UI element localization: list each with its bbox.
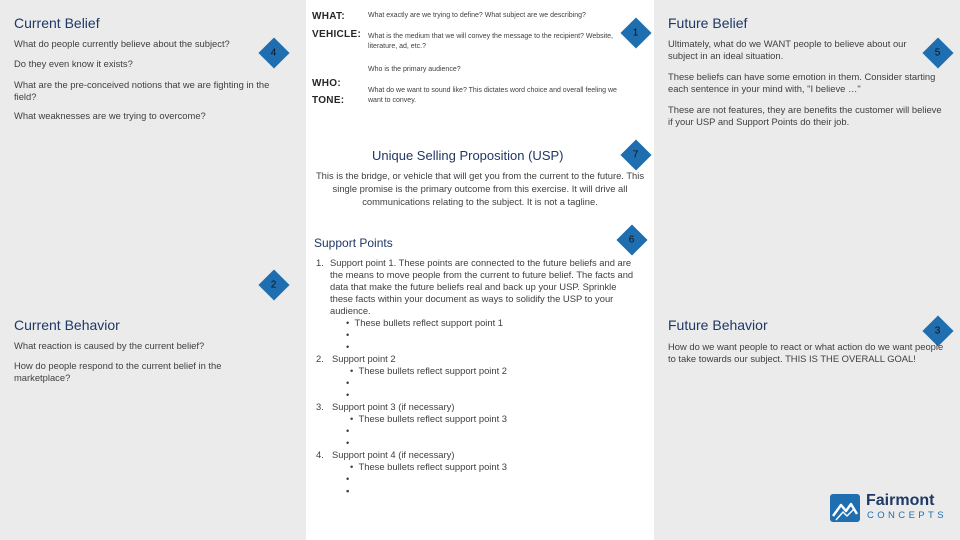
fairmont-logo	[830, 492, 950, 524]
tone-text: What do we want to sound like? This dictates word choice and overall feeling we want to convey.	[368, 87, 617, 104]
step-badge-3: 3	[922, 315, 953, 346]
support-point-1-number: 1.	[316, 257, 324, 268]
step-badge-5: 5	[922, 37, 953, 68]
future-belief-p3: These are not features, they are benefits the customer will believe if your USP and Support Points do their job.	[668, 104, 942, 127]
what-label: WHAT:	[312, 11, 345, 22]
support-point-2	[316, 353, 640, 365]
support-point-2-text: Support point 2	[332, 353, 396, 364]
current-belief-q4: What weaknesses are we trying to overcome?	[14, 110, 206, 121]
support-point-3-text: Support point 3 (if necessary)	[332, 401, 455, 412]
future-behavior-title: Future Behavior	[668, 317, 768, 333]
step-badge-2: 2	[258, 269, 289, 300]
logo-subtitle: CONCEPTS	[867, 510, 947, 521]
support-point-4	[316, 449, 640, 461]
logo-name: Fairmont	[866, 492, 935, 509]
support-point-4-bullet: • These bullets reflect support point 3	[350, 461, 508, 472]
support-point-1	[316, 257, 640, 317]
support-point-3-bullet: • These bullets reflect support point 3	[350, 413, 508, 424]
empty-bullet: •	[346, 329, 350, 340]
vehicle-label: VEHICLE:	[312, 29, 362, 40]
future-belief-title: Future Belief	[668, 15, 748, 31]
future-belief-p2: These beliefs can have some emotion in them. Consider starting each sentence in your mind with, "I believe …"	[668, 71, 936, 94]
current-behavior-q2: How do people respond to the current belief in the marketplace?	[14, 360, 222, 383]
current-belief-title: Current Belief	[14, 15, 100, 31]
future-belief-p1: Ultimately, what do we WANT people to believe about our subject in an ideal situation.	[668, 38, 907, 61]
support-point-1-text: Support point 1. These points are connected to the future beliefs and are the means to move people from the current to future belief. The facts and data that make the future beliefs real and back up your USP. Sprinkle these facts within your document as ways to solidify the USP to your audience.	[330, 257, 634, 316]
what-text: What exactly are we trying to define? What subject are we describing?	[368, 12, 586, 19]
support-point-4-text: Support point 4 (if necessary)	[332, 449, 455, 460]
empty-bullet: •	[346, 437, 350, 448]
current-behavior-title: Current Behavior	[14, 317, 120, 333]
tone-label: TONE:	[312, 95, 345, 106]
support-point-2-number: 2.	[316, 353, 324, 364]
who-text: Who is the primary audience?	[368, 66, 461, 73]
support-points-title: Support Points	[314, 236, 393, 250]
step-badge-7: 7	[620, 139, 651, 170]
usp-title: Unique Selling Proposition (USP)	[372, 148, 564, 163]
center-panel	[306, 0, 654, 540]
future-behavior-p1: How do we want people to react or what action do we want people to take towards our subject. THIS IS THE OVERALL GOAL!	[668, 341, 944, 364]
empty-bullet: •	[346, 389, 350, 400]
support-point-4-number: 4.	[316, 449, 324, 460]
empty-bullet: •	[346, 425, 350, 436]
support-point-1-bullet: • These bullets reflect support point 1	[346, 317, 504, 328]
empty-bullet: ▪	[346, 485, 350, 496]
vehicle-text: What is the medium that we will convey the message to the recipient? Website, literature, ad, etc.?	[368, 33, 613, 50]
who-label: WHO:	[312, 78, 341, 89]
current-belief-q1: What do people currently believe about the subject?	[14, 38, 230, 49]
current-belief-q3: What are the pre-conceived notions that we are fighting in the field?	[14, 79, 270, 102]
step-badge-1: 1	[620, 17, 651, 48]
usp-text: This is the bridge, or vehicle that will get you from the current to the future. This single promise is the primary outcome from this exercise. It will drive all communications relating to the subject. It is not a tagline.	[315, 170, 645, 207]
support-point-3-number: 3.	[316, 401, 324, 412]
step-badge-6: 6	[616, 224, 647, 255]
empty-bullet: •	[346, 473, 350, 484]
empty-bullet: •	[346, 341, 350, 352]
current-belief-q2: Do they even know it exists?	[14, 58, 133, 69]
support-point-3	[316, 401, 640, 413]
empty-bullet: •	[346, 377, 350, 388]
current-behavior-q1: What reaction is caused by the current belief?	[14, 340, 205, 351]
step-badge-4: 4	[258, 37, 289, 68]
support-points-list	[316, 257, 640, 497]
support-point-2-bullet: • These bullets reflect support point 2	[350, 365, 508, 376]
